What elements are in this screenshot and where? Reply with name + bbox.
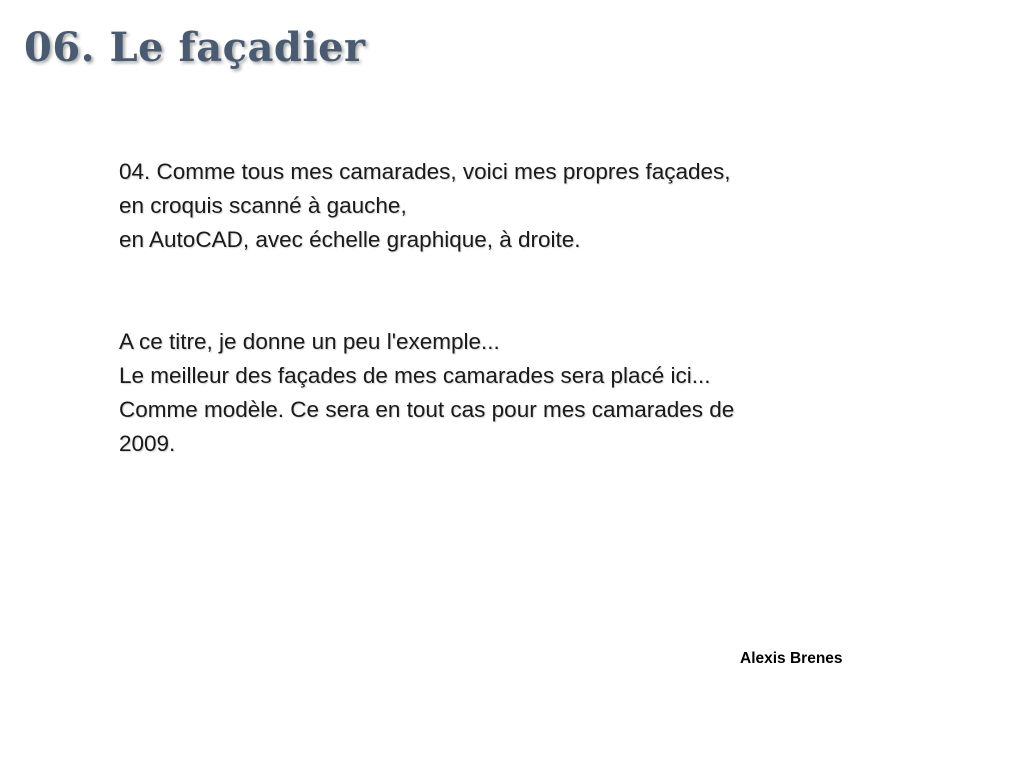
text-line: en AutoCAD, avec échelle graphique, à droite. [119, 227, 581, 252]
example-paragraph [119, 325, 839, 461]
text-line: 2009. [119, 431, 176, 456]
intro-paragraph [119, 155, 839, 257]
text-line: en croquis scanné à gauche, [119, 193, 407, 218]
text-line: 04. Comme tous mes camarades, voici mes propres façades, [119, 159, 731, 184]
text-line: Comme modèle. Ce sera en tout cas pour mes camarades de [119, 397, 735, 422]
text-line: A ce titre, je donne un peu l'exemple... [119, 329, 500, 354]
text-line: Le meilleur des façades de mes camarades sera placé ici... [119, 363, 711, 388]
author-name: Alexis Brenes [740, 650, 843, 667]
slide-title: 06. Le façadier [24, 24, 366, 71]
